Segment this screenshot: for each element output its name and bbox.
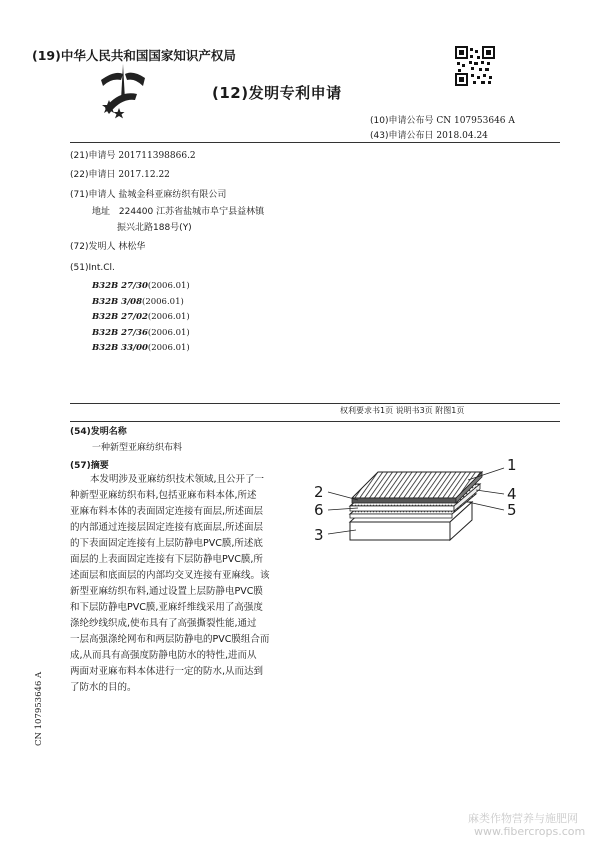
ipc-list [92, 279, 190, 357]
ipc-code: B32B 27/36 [92, 327, 148, 338]
abstract-line: 面层的上表面固定连接有下层防静电PVC膜,所 [70, 554, 263, 565]
invention-title: 一种新型亚麻纺织布料 [92, 443, 183, 453]
address-line-2: 振兴北路188号(Y) [117, 223, 192, 233]
abstract-line: 亚麻布料本体的表面固定连接有面层,所述面层 [70, 506, 264, 517]
pages-info: 权利要求书1页 说明书3页 附图1页 [340, 406, 465, 415]
application-number [70, 148, 196, 161]
abstract-line: 述面层和底面层的内部均交叉连接有亚麻线。该 [70, 570, 270, 581]
int-cl-label: (51)Int.Cl. [70, 263, 115, 273]
ipc-item [92, 310, 190, 326]
base-layer-front [350, 522, 450, 540]
lower-film-edge [350, 514, 452, 518]
figure-label-2: 2 [314, 483, 324, 501]
application-date-value: 2017.12.22 [118, 170, 170, 180]
watermark-site-name: 麻类作物营养与施肥网 [468, 812, 578, 825]
pages-rule [70, 403, 560, 404]
ipc-version: (2006.01) [147, 343, 190, 353]
ipc-version: (2006.01) [147, 312, 190, 322]
address-label: 地址 [92, 207, 111, 217]
leader-line-5 [468, 502, 504, 510]
ipc-version: (2006.01) [147, 327, 190, 338]
ipc-version: (2006.01) [142, 296, 184, 307]
ipc-code: B32B 27/02 [92, 312, 148, 322]
publication-date-label: (43)申请公布日 [370, 131, 434, 141]
abstract-line: 的下表面固定连接有上层防静电PVC膜,所述底 [70, 538, 263, 549]
abstract-line: 两面对亚麻布料本体进行一定的防水,从而达到 [70, 666, 264, 677]
abstract-line: 成,从而具有高强度防静电防水的特性,进而从 [70, 650, 257, 661]
application-date [70, 167, 170, 180]
ipc-code: B32B 27/30 [92, 281, 148, 291]
qr-code [455, 46, 495, 86]
title-label: (54)发明名称 [70, 427, 127, 437]
figure-label-4: 4 [507, 485, 517, 503]
applicant-value: 盐城金科亚麻纺织有限公司 [118, 190, 227, 200]
figure-label-5: 5 [507, 501, 517, 519]
leader-line-4 [476, 490, 504, 494]
address-line-1: 224400 江苏省盐城市阜宁县益林镇 [118, 207, 265, 217]
figure-label-1: 1 [507, 456, 517, 474]
publication-number-label: (10)申请公布号 [370, 116, 434, 126]
application-number-value: 201711398866.2 [118, 151, 196, 161]
publication-number-value: CN 107953646 A [436, 116, 515, 126]
side-publication-number: CN 107953646 A [34, 671, 44, 746]
abstract-line: 本发明涉及亚麻纺织技术领域,且公开了一 [90, 474, 265, 485]
publication-date [370, 128, 488, 141]
document-type: (12)发明专利申请 [212, 84, 342, 102]
applicant-label: (71)申请人 [70, 190, 116, 200]
ipc-item [92, 326, 190, 342]
publication-number [370, 113, 515, 126]
layered-fabric-figure [300, 450, 540, 560]
ipc-code: B32B 3/08 [92, 296, 143, 307]
header-rule [70, 142, 560, 143]
application-number-label: (21)申请号 [70, 151, 116, 161]
abstract-label: (57)摘要 [70, 461, 109, 471]
ipc-item [92, 341, 190, 357]
abstract-line: 的内部通过连接层固定连接有底面层,所述面层 [70, 522, 264, 533]
abstract-line: 新型亚麻纺织布料,通过设置上层防静电PVC膜 [70, 586, 263, 597]
application-date-label: (22)申请日 [70, 170, 116, 180]
cnipa-logo [95, 60, 151, 124]
ipc-code: B32B 33/00 [92, 343, 148, 353]
abstract-line: 一层高强涤纶网布和两层防静电的PVC膜组合而 [70, 634, 270, 645]
figure-label-6: 6 [314, 501, 324, 519]
watermark-url: www.fibercrops.com [474, 825, 586, 838]
publication-date-value: 2018.04.24 [436, 131, 488, 141]
ipc-item [92, 295, 190, 311]
abstract-text [70, 472, 296, 696]
figure-label-3: 3 [314, 526, 324, 544]
abstract-line: 了防水的目的。 [70, 682, 137, 693]
ipc-item [92, 279, 190, 295]
abstract-line: 和下层防静电PVC膜,亚麻纤维线采用了高强度 [70, 602, 263, 613]
ipc-version: (2006.01) [147, 281, 190, 291]
abstract-line: 涤纶纱线织成,使布具有了高强撕裂性能,通过 [70, 618, 257, 629]
office-name: (19)中华人民共和国国家知识产权局 [32, 48, 236, 63]
inventor-label: (72)发明人 [70, 242, 116, 252]
section-rule [70, 421, 560, 422]
address [92, 204, 264, 217]
top-fabric-edge [352, 498, 456, 503]
middle-layer-edge [350, 506, 454, 511]
inventor-value: 林松华 [118, 242, 146, 252]
abstract-line: 种新型亚麻纺织布料,包括亚麻布料本体,所述 [70, 490, 257, 501]
inventor [70, 239, 145, 252]
applicant [70, 187, 226, 200]
